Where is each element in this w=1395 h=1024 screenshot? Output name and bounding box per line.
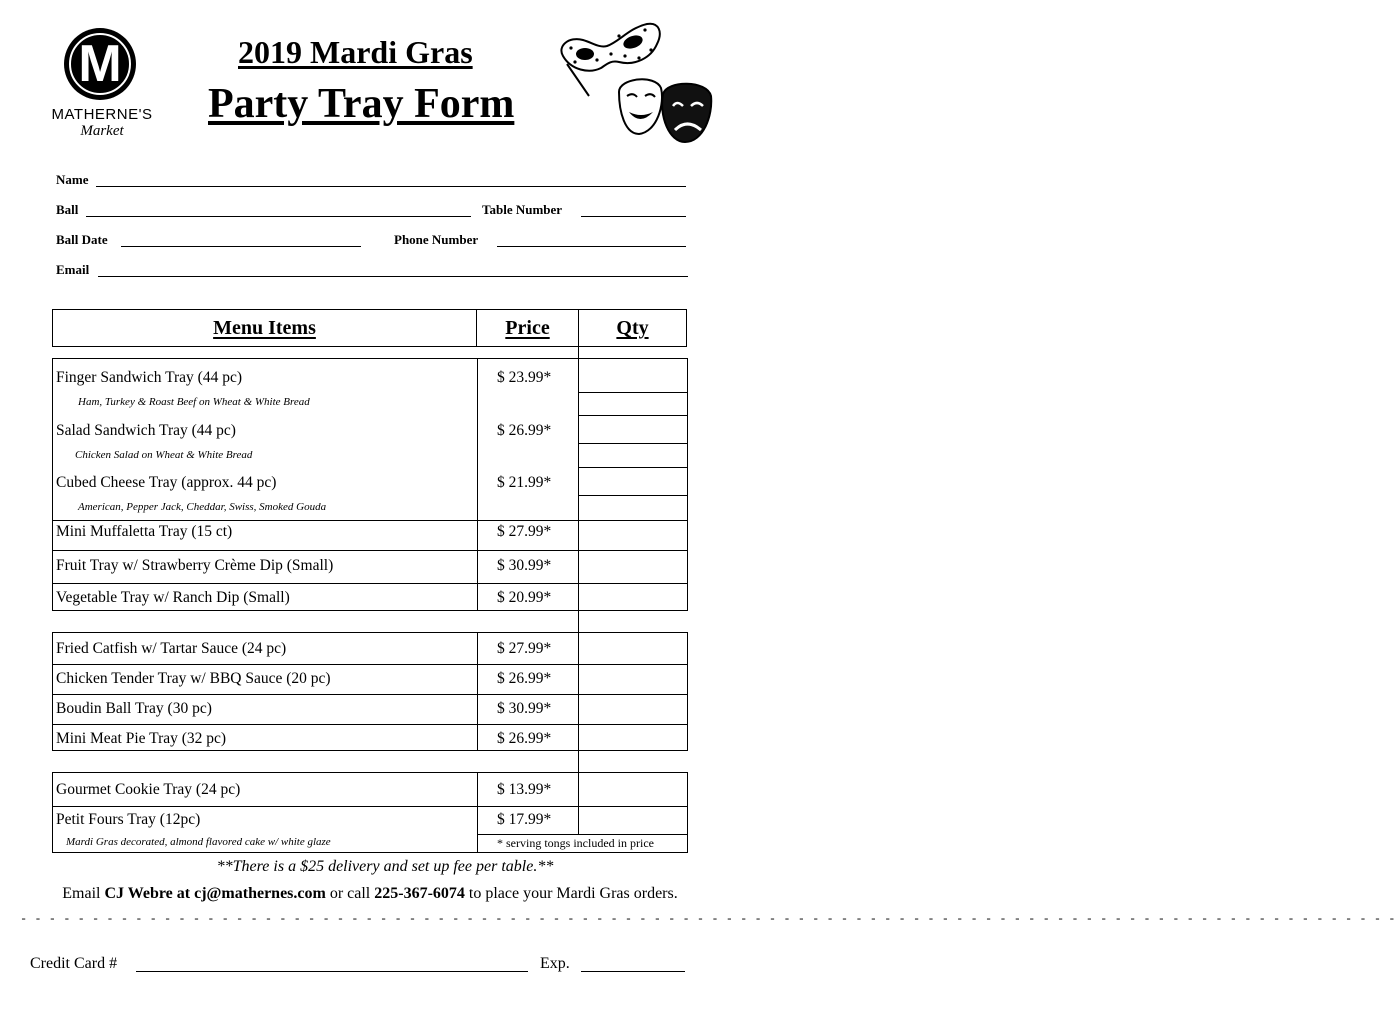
menu-item-cubed-cheese: Cubed Cheese Tray (approx. 44 pc) (56, 474, 277, 491)
price-cubed-cheese: $ 21.99* (497, 474, 552, 491)
ball-label: Ball (56, 202, 79, 217)
phone-number-input[interactable] (497, 246, 686, 247)
title-year: 2019 Mardi Gras (238, 34, 473, 70)
qty-cell-divider (578, 467, 688, 468)
price-salad-sandwich: $ 26.99* (497, 422, 552, 439)
qty-connector (578, 610, 579, 632)
qty-connector (578, 346, 579, 358)
column-divider (477, 772, 478, 853)
row-divider (52, 806, 688, 807)
price-fruit-tray: $ 30.99* (497, 557, 552, 574)
contact-phone: 225-367-6074 (374, 885, 465, 902)
contact-prefix: Email (62, 885, 105, 902)
price-finger-sandwich: $ 23.99* (497, 369, 552, 386)
contact-or-call: or call (325, 885, 375, 902)
name-label: Name (56, 172, 89, 187)
menu-item-salad-sandwich: Salad Sandwich Tray (44 pc) (56, 422, 236, 439)
row-divider (52, 550, 688, 551)
qty-input-fried-catfish[interactable] (580, 634, 686, 663)
row-divider (52, 664, 688, 665)
price-mini-muffaletta: $ 27.99* (497, 523, 552, 540)
menu-item-chicken-tender: Chicken Tender Tray w/ BBQ Sauce (20 pc) (56, 670, 331, 687)
row-divider (52, 724, 688, 725)
menu-item-boudin-ball: Boudin Ball Tray (30 pc) (56, 700, 212, 717)
table-number-input[interactable] (581, 216, 686, 217)
qty-input-mini-muffaletta[interactable] (580, 522, 686, 549)
exp-input[interactable] (581, 971, 685, 972)
menu-item-petit-fours: Petit Fours Tray (12pc) (56, 811, 201, 828)
contact-name-email: CJ Webre at cj@mathernes.com (104, 885, 326, 902)
credit-card-input[interactable] (136, 971, 528, 972)
email-input[interactable] (98, 276, 688, 277)
qty-input-fruit-tray[interactable] (580, 552, 686, 582)
exp-label: Exp. (540, 955, 570, 972)
column-divider (477, 358, 478, 611)
qty-input-cubed-cheese[interactable] (580, 469, 686, 494)
contact-line (0, 885, 740, 903)
cut-line-divider: - - - - - - - - - - - - - - - - - - - - - - - - - - - - - - - - - - - - - - - - - - - - - - - - - - - - - - - - - - - - - - - - - - - - - - - - - - - - - - - - - - - - - - - - - - - - - - - - (20, 912, 1395, 926)
row-divider (52, 520, 688, 521)
menu-item-mini-muffaletta: Mini Muffaletta Tray (15 ct) (56, 523, 233, 540)
ball-date-input[interactable] (121, 246, 361, 247)
price-chicken-tender: $ 26.99* (497, 670, 552, 687)
phone-number-label: Phone Number (394, 232, 479, 247)
header-qty: Qty (578, 309, 687, 347)
qty-input-salad-sandwich[interactable] (580, 417, 686, 442)
row-divider (52, 583, 688, 584)
menu-item-mini-meat-pie: Mini Meat Pie Tray (32 pc) (56, 730, 227, 747)
table-number-label: Table Number (482, 202, 563, 217)
column-divider (578, 358, 579, 611)
row-divider (52, 694, 688, 695)
logo-letter: M (78, 35, 122, 93)
qty-cell-divider (578, 443, 688, 444)
menu-item-finger-sandwich: Finger Sandwich Tray (44 pc) (56, 369, 242, 386)
contact-suffix: to place your Mardi Gras orders. (464, 885, 678, 902)
email-label: Email (56, 262, 90, 277)
column-divider (578, 772, 579, 834)
note-cubed-cheese: American, Pepper Jack, Cheddar, Swiss, Smoked Gouda (78, 501, 327, 513)
qty-input-mini-meat-pie[interactable] (580, 726, 686, 750)
delivery-fee-note: **There is a $25 delivery and set up fee per table.** (216, 858, 554, 875)
ball-input[interactable] (86, 216, 471, 217)
column-divider (477, 632, 478, 751)
header-menu-items: Menu Items (52, 309, 477, 347)
price-vegetable-tray: $ 20.99* (497, 589, 552, 606)
qty-input-chicken-tender[interactable] (580, 666, 686, 693)
note-petit-fours: Mardi Gras decorated, almond flavored cake w/ white glaze (66, 836, 331, 848)
logo-script: Market (80, 123, 124, 139)
qty-input-vegetable-tray[interactable] (580, 585, 686, 610)
qty-input-gourmet-cookie[interactable] (580, 774, 686, 805)
row-divider (477, 834, 688, 835)
qty-cell-divider (578, 392, 688, 393)
price-boudin-ball: $ 30.99* (497, 700, 552, 717)
name-input[interactable] (96, 186, 686, 187)
qty-cell-divider (578, 415, 688, 416)
menu-item-vegetable-tray: Vegetable Tray w/ Ranch Dip (Small) (56, 589, 290, 606)
price-mini-meat-pie: $ 26.99* (497, 730, 552, 747)
note-finger-sandwich: Ham, Turkey & Roast Beef on Wheat & White Bread (78, 396, 310, 408)
menu-item-fruit-tray: Fruit Tray w/ Strawberry Crème Dip (Small) (56, 557, 334, 574)
title-form: Party Tray Form (208, 81, 515, 127)
qty-input-boudin-ball[interactable] (580, 696, 686, 723)
price-petit-fours: $ 17.99* (497, 811, 552, 828)
ball-date-label: Ball Date (56, 232, 108, 247)
logo-name: MATHERNE'S (51, 106, 153, 123)
price-fried-catfish: $ 27.99* (497, 640, 552, 657)
tongs-note: * serving tongs included in price (497, 836, 654, 850)
note-salad-sandwich: Chicken Salad on Wheat & White Bread (75, 449, 253, 461)
header-price: Price (476, 309, 579, 347)
menu-item-fried-catfish: Fried Catfish w/ Tartar Sauce (24 pc) (56, 640, 287, 657)
matherne-logo (32, 28, 172, 146)
column-divider (578, 632, 579, 751)
menu-item-gourmet-cookie: Gourmet Cookie Tray (24 pc) (56, 781, 241, 798)
theater-masks-icon (615, 72, 715, 146)
price-gourmet-cookie: $ 13.99* (497, 781, 552, 798)
qty-cell-divider (578, 495, 688, 496)
qty-input-petit-fours[interactable] (580, 808, 686, 833)
credit-card-label: Credit Card # (30, 955, 118, 972)
qty-input-finger-sandwich[interactable] (580, 360, 686, 391)
qty-connector (578, 750, 579, 772)
logo-circle (64, 28, 136, 100)
